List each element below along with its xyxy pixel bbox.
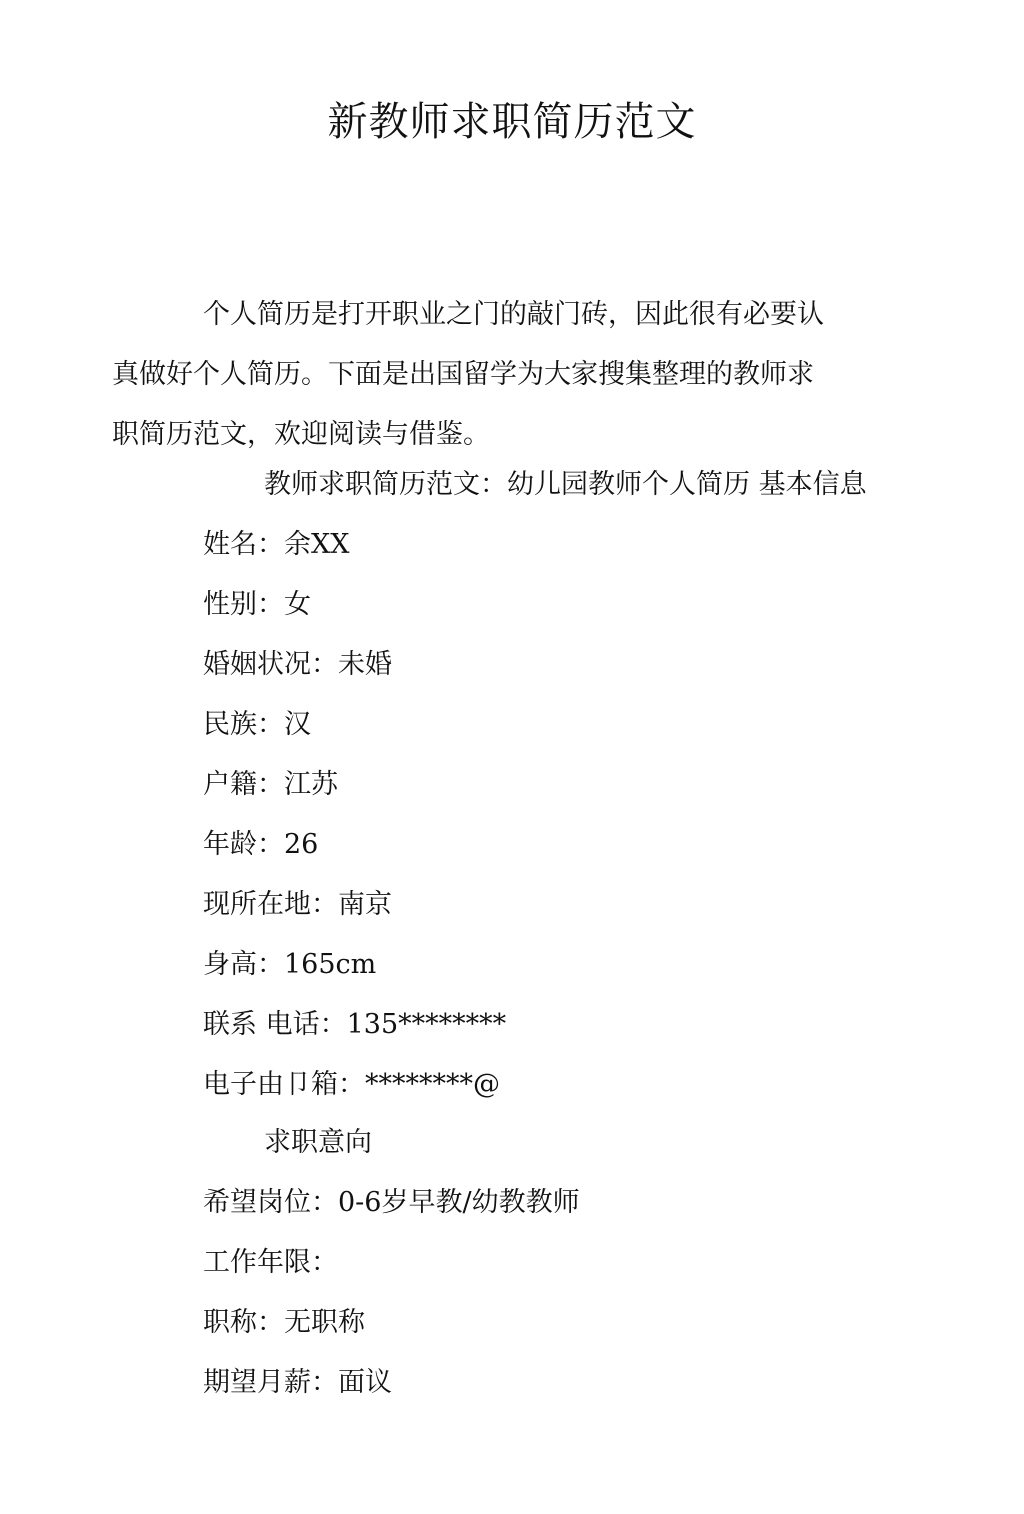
info-location: 现所在地：南京 xyxy=(203,889,392,920)
intent-salary: 期望月薪：面议 xyxy=(203,1367,392,1398)
info-ethnicity: 民族：汉 xyxy=(203,709,311,740)
info-gender: 性别：女 xyxy=(203,589,311,620)
intro-line: 职简历范文，欢迎阅读与借鉴。 xyxy=(112,419,490,450)
intent-work-years: 工作年限： xyxy=(203,1247,338,1278)
job-intent-list xyxy=(203,1173,580,1413)
basic-info-list xyxy=(203,515,506,1115)
intro-line: 个人简历是打开职业之门的敲门砖，因此很有必要认 xyxy=(203,299,824,330)
intro-line: 真做好个人简历。下面是出国留学为大家搜集整理的教师求 xyxy=(112,359,814,390)
intent-position: 希望岗位：0-6岁早教/幼教教师 xyxy=(203,1187,580,1218)
info-phone: 联系 电话：135******** xyxy=(203,1009,507,1040)
info-age: 年龄：26 xyxy=(203,829,319,860)
resume-subheading: 教师求职简历范文：幼儿园教师个人简历 基本信息 xyxy=(264,469,867,500)
info-email: 电子由卩箱：********@ xyxy=(203,1069,500,1100)
intro-paragraph xyxy=(112,285,872,465)
document-title: 新教师求职简历范文 xyxy=(327,99,697,145)
info-household-registration: 户籍：江苏 xyxy=(203,769,338,800)
intent-title: 职称：无职称 xyxy=(203,1307,365,1338)
info-height: 身高：165cm xyxy=(203,949,377,980)
info-name: 姓名：余XX xyxy=(203,529,350,560)
info-marital-status: 婚姻状况：未婚 xyxy=(203,649,392,680)
job-intent-heading: 求职意向 xyxy=(264,1127,372,1158)
